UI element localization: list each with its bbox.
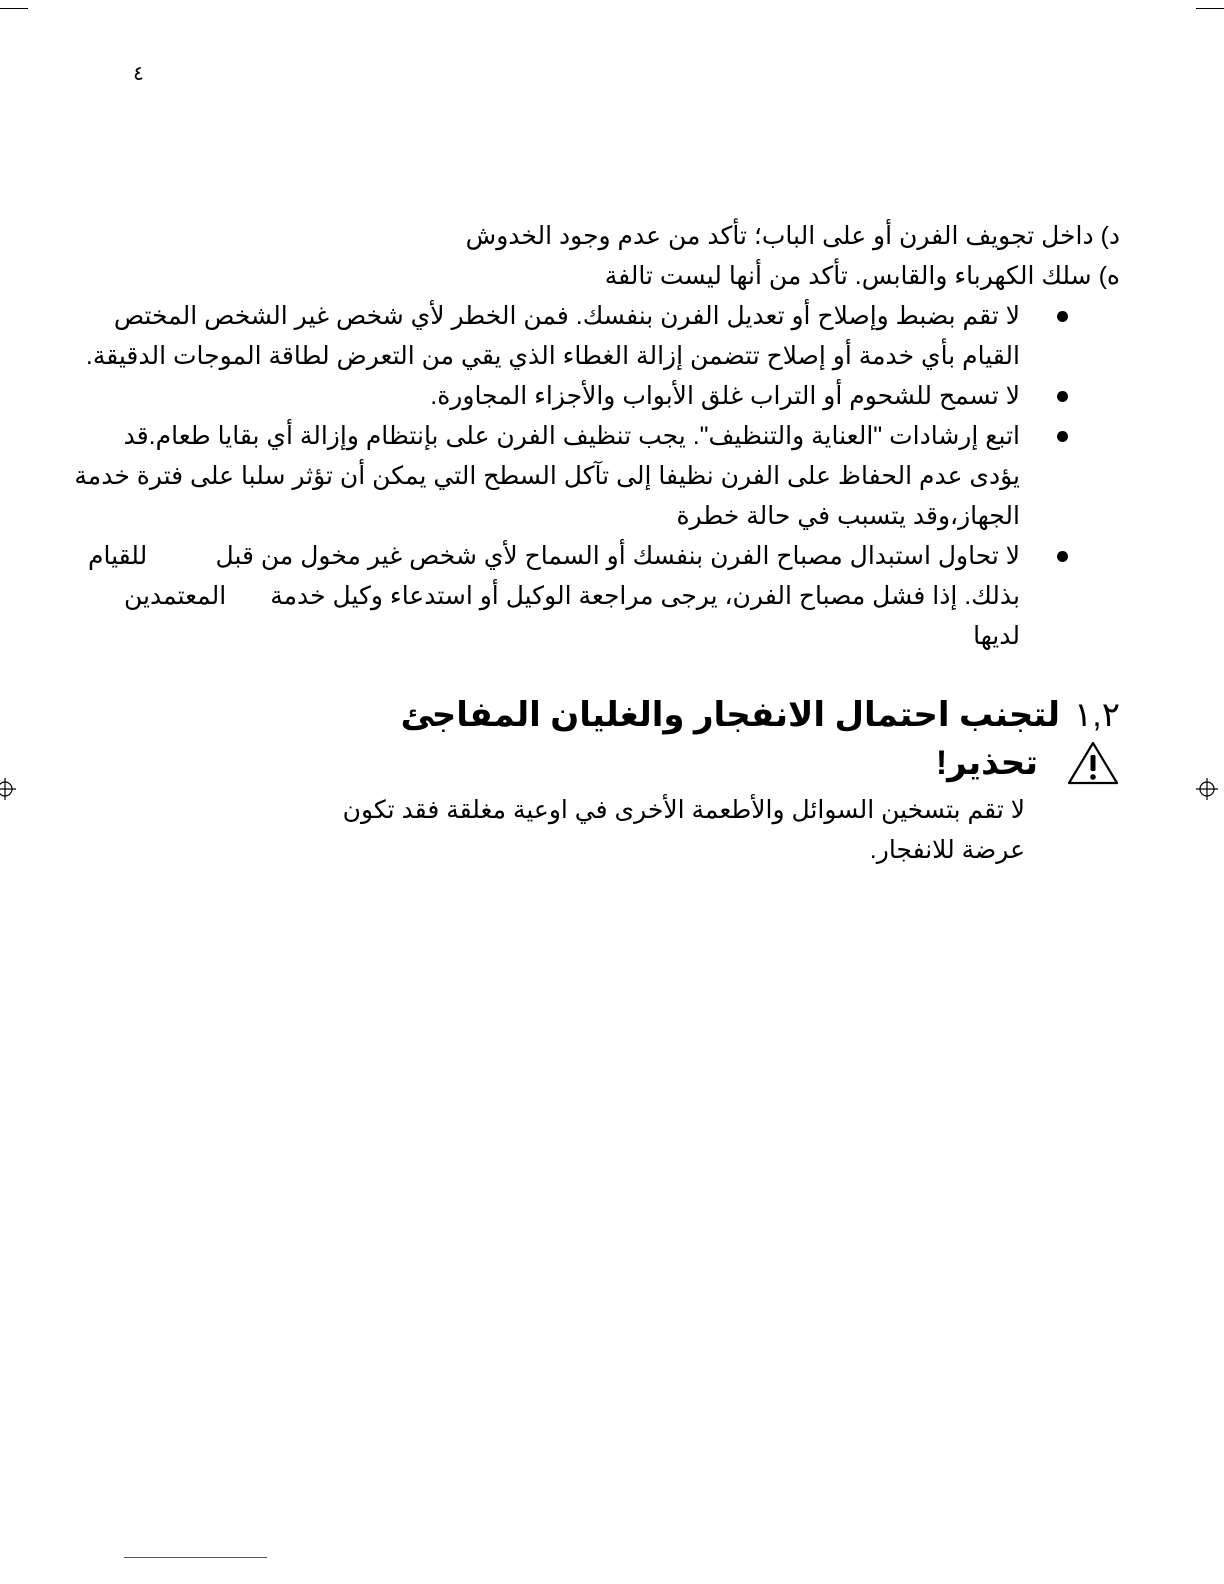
crop-mark-top-left bbox=[0, 8, 28, 9]
bullet-text-segment: بذلك. إذا فشل مصباح الفرن، يرجى مراجعة الوكيل أو استدعاء وكيل خدمة bbox=[270, 582, 1020, 610]
warning-triangle-icon bbox=[1066, 740, 1120, 786]
bullet-text-line: اتبع إرشادات "العناية والتنظيف". يجب تنظيف الفرن على بإنتظام وإزالة أي بقايا طعام.قد bbox=[123, 422, 1020, 450]
page-number: ٤ bbox=[133, 63, 144, 85]
registration-mark-right bbox=[1196, 778, 1218, 800]
bullet-item-grease-dirt bbox=[100, 376, 1120, 416]
warning-header bbox=[100, 740, 1120, 786]
bullet-text-segment: للقيام bbox=[88, 542, 148, 570]
warning-body bbox=[100, 790, 1120, 870]
bullet-icon bbox=[1057, 431, 1068, 442]
bullet-icon bbox=[1057, 551, 1068, 562]
bullet-text-line: القيام بأي خدمة أو إصلاح تتضمن إزالة الغطاء الذي يقي من التعرض لطاقة الموجات الدقيقة. bbox=[85, 342, 1020, 370]
section-title: لتجنب احتمال الانفجار والغليان المفاجئ bbox=[400, 696, 1061, 734]
bullet-text-segment: المعتمدين bbox=[124, 582, 227, 610]
bullet-text-line: الجهاز،وقد يتسبب في حالة خطرة bbox=[676, 502, 1020, 530]
bullet-gap-line bbox=[88, 536, 1115, 576]
registration-mark-left bbox=[0, 778, 16, 800]
bullet-text-line: لا تقم بضبط وإصلاح أو تعديل الفرن بنفسك. فمن الخطر لأي شخص غير الشخص المختص bbox=[113, 302, 1020, 330]
bullet-text-line: لا تسمح للشحوم أو التراب غلق الأبواب والأجزاء المجاورة. bbox=[430, 382, 1020, 410]
bullet-item-adjust-repair bbox=[85, 296, 1120, 376]
warning-title: تحذير! bbox=[935, 744, 1038, 782]
warning-text-line: لا تقم بتسخين السوائل والأطعمة الأخرى في اوعية مغلقة فقد تكون bbox=[342, 796, 1025, 824]
bullet-item-lamp-replacement bbox=[88, 536, 1215, 656]
bullet-item-cleaning bbox=[74, 416, 1120, 536]
bullet-gap-line bbox=[100, 576, 1115, 616]
warning-text-line: عرضة للانفجار. bbox=[869, 836, 1025, 864]
footer-rule bbox=[124, 1557, 267, 1558]
bullet-text-line: يؤدى عدم الحفاظ على الفرن نظيفا إلى تآكل السطح التي يمكن أن تؤثر سلبا على فترة خدمة bbox=[74, 462, 1020, 490]
bullet-text-line: لديها bbox=[973, 622, 1020, 650]
list-item-d: د) داخل تجويف الفرن أو على الباب؛ تأكد من عدم وجود الخدوش bbox=[465, 222, 1120, 250]
list-item-e: ه) سلك الكهرباء والقابس. تأكد من أنها ليست تالفة bbox=[604, 262, 1120, 290]
crop-mark-top-right bbox=[1196, 8, 1224, 9]
bullet-icon bbox=[1057, 311, 1068, 322]
bullet-text-segment: لا تحاول استبدال مصباح الفرن بنفسك أو السماح لأي شخص غير مخول من قبل bbox=[215, 542, 1020, 570]
section-heading bbox=[100, 692, 1120, 738]
section-number: ١,٢ bbox=[1074, 696, 1120, 734]
document-body bbox=[74, 216, 1120, 870]
bullet-icon bbox=[1057, 391, 1068, 402]
safety-bullet-list bbox=[74, 296, 1120, 656]
